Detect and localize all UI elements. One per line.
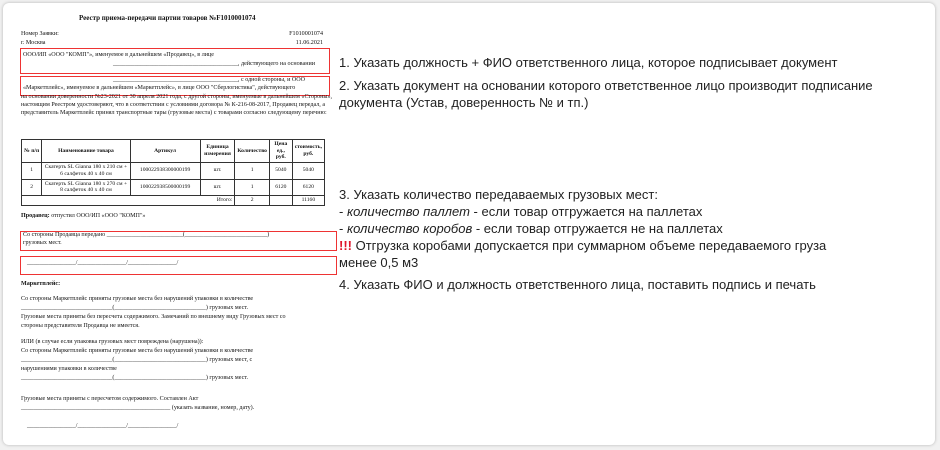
cell: 100022938300000199 xyxy=(130,163,200,179)
m2: ______________________________(______________________________) грузовых мест. xyxy=(21,305,249,311)
m8: нарушениями упаковки в количестве xyxy=(21,366,117,372)
cell: 5040 xyxy=(292,163,324,179)
cell: шт. xyxy=(200,163,235,179)
m4: стороны представителя Продавца не имеется. xyxy=(21,323,140,329)
cell: 1 xyxy=(22,163,42,179)
warning-icon: !!! xyxy=(339,238,352,253)
total-sum: 11160 xyxy=(292,195,324,205)
table-row xyxy=(22,163,325,179)
note-1: 1. Указать должность + ФИО ответственного лица, которое подписывает документ xyxy=(339,55,838,70)
m5: ИЛИ (в случае если упаковка грузовых мест повреждена (нарушена)): xyxy=(21,339,204,345)
seller-line xyxy=(21,213,145,221)
th-article: Артикул xyxy=(130,140,200,163)
note-3-warning xyxy=(339,237,924,254)
note-3-pallets xyxy=(339,203,924,220)
note-3-boxes xyxy=(339,220,924,237)
total-qty: 2 xyxy=(235,195,270,205)
transfer-line2: грузовых мест. xyxy=(23,240,62,246)
pallets-text: - если товар отгружается на паллетах xyxy=(469,204,703,219)
screenshot-frame xyxy=(3,3,935,445)
note-4: 4. Указать ФИО и должность ответственного лица, поставить подпись и печать xyxy=(339,277,816,292)
cell: 6120 xyxy=(269,179,292,195)
date: 11.06.2021 xyxy=(295,40,323,46)
doc-title: Реестр приема-передачи партии товаров №F1010001074 xyxy=(79,14,256,22)
seller-label: Продавец: xyxy=(21,213,50,219)
market-label: Маркетплейс: xyxy=(21,281,61,287)
m9: ______________________________(______________________________) грузовых мест. xyxy=(21,375,249,381)
cell: шт. xyxy=(200,179,235,195)
p1-rest: на основании доверенности №23-2021 от 30 апреля 2021 года, с другой стороны, именуемые в дальнейшем «Стороны», настоящим Реестром удостоверяют, что в соответствии с условиями договора № К-216-08-2017, Продавец передал, а представитель Маркетплейс принял транспортные тары (грузовые места) с товарами согласно следующему перечню: xyxy=(21,94,333,116)
p1-line2: _________________________________________, действующего на основании xyxy=(113,61,315,67)
cell-empty xyxy=(269,195,292,205)
boxes-term: количество коробов xyxy=(346,221,473,236)
boxes-text: - если товар отгружается не на паллетах xyxy=(472,221,723,236)
cell: 100022938500000199 xyxy=(130,179,200,195)
m10: Грузовые места приняты с пересчетом содержимого. Составлен Акт xyxy=(21,396,199,402)
order-label: Номер Заявки: xyxy=(21,31,59,37)
pallets-term: количество паллет xyxy=(346,204,470,219)
seller-sign-line: ________________/________________/________________/ xyxy=(27,260,179,266)
note-3-line1: 3. Указать количество передаваемых грузовых мест: xyxy=(339,187,658,202)
m3: Грузовые места приняты без пересчета содержимого. Замечаний по внешнему виду Грузовых мест со xyxy=(21,314,286,320)
cell: Скатерть SL Gianna 180 x 210 см + 6 салфеток 40 x 40 см xyxy=(42,163,130,179)
th-qty: Количество xyxy=(235,140,270,163)
warning-text: Отгрузка коробами допускается при суммарном объеме передаваемого груза xyxy=(352,238,827,253)
dash: - xyxy=(339,204,347,219)
m1: Со стороны Маркетплейс приняты грузовые места без нарушений упаковки в количестве xyxy=(21,296,254,302)
p1-line4: «Маркетплейс», именуемое в дальнейшем «Маркетплейс», в лице ООО "Сберлогистика", действующего xyxy=(23,85,296,91)
seller-value: отпустил ООО/ИП «ООО "КОМП"» xyxy=(51,213,146,219)
table-header-row xyxy=(22,140,325,163)
cell: 1 xyxy=(235,179,270,195)
th-unit: Единица измерения xyxy=(200,140,235,163)
th-cost: стоимость, руб. xyxy=(292,140,324,163)
note-2-line1: 2. Указать документ на основании которого ответственное лицо производит подписание xyxy=(339,78,873,93)
order-value: F1010001074 xyxy=(289,31,323,37)
goods-table xyxy=(21,139,325,206)
th-num: № п/п xyxy=(22,140,42,163)
cell: Скатерть SL Gianna 180 x 270 см + 8 салфеток 40 x 40 см xyxy=(42,179,130,195)
m6: Со стороны Маркетплейс приняты грузовые места без нарушений упаковки в количестве xyxy=(21,348,254,354)
cell: 5040 xyxy=(269,163,292,179)
city: г. Москва xyxy=(21,40,46,46)
table-total-row xyxy=(22,195,325,205)
note-3-warning-line2: менее 0,5 м3 xyxy=(339,255,419,270)
th-name: Наименование товара xyxy=(42,140,130,163)
m11: _________________________________________________ (указать название, номер, дату). xyxy=(21,405,255,411)
th-price: Цена ед., руб. xyxy=(269,140,292,163)
total-label: Итого: xyxy=(22,195,235,205)
p1-line3: _________________________________________, с одной стороны, и ООО xyxy=(113,77,306,83)
p1-line1: ООО/ИП «ООО "КОМП"», именуемое в дальнейшем «Продавец», в лице xyxy=(23,52,214,58)
cell: 2 xyxy=(22,179,42,195)
cell: 6120 xyxy=(292,179,324,195)
table-row xyxy=(22,179,325,195)
note-2-line2: документа (Устав, доверенность № и тп.) xyxy=(339,95,589,110)
m7: ______________________________(______________________________) грузовых мест, с xyxy=(21,357,253,363)
dash: - xyxy=(339,221,347,236)
market-sign-line: ________________/________________/________________/ xyxy=(27,423,179,429)
transfer-line1: Со стороны Продавца передано _________________________(___________________________) xyxy=(23,232,270,238)
document-page xyxy=(17,3,335,445)
cell: 1 xyxy=(235,163,270,179)
